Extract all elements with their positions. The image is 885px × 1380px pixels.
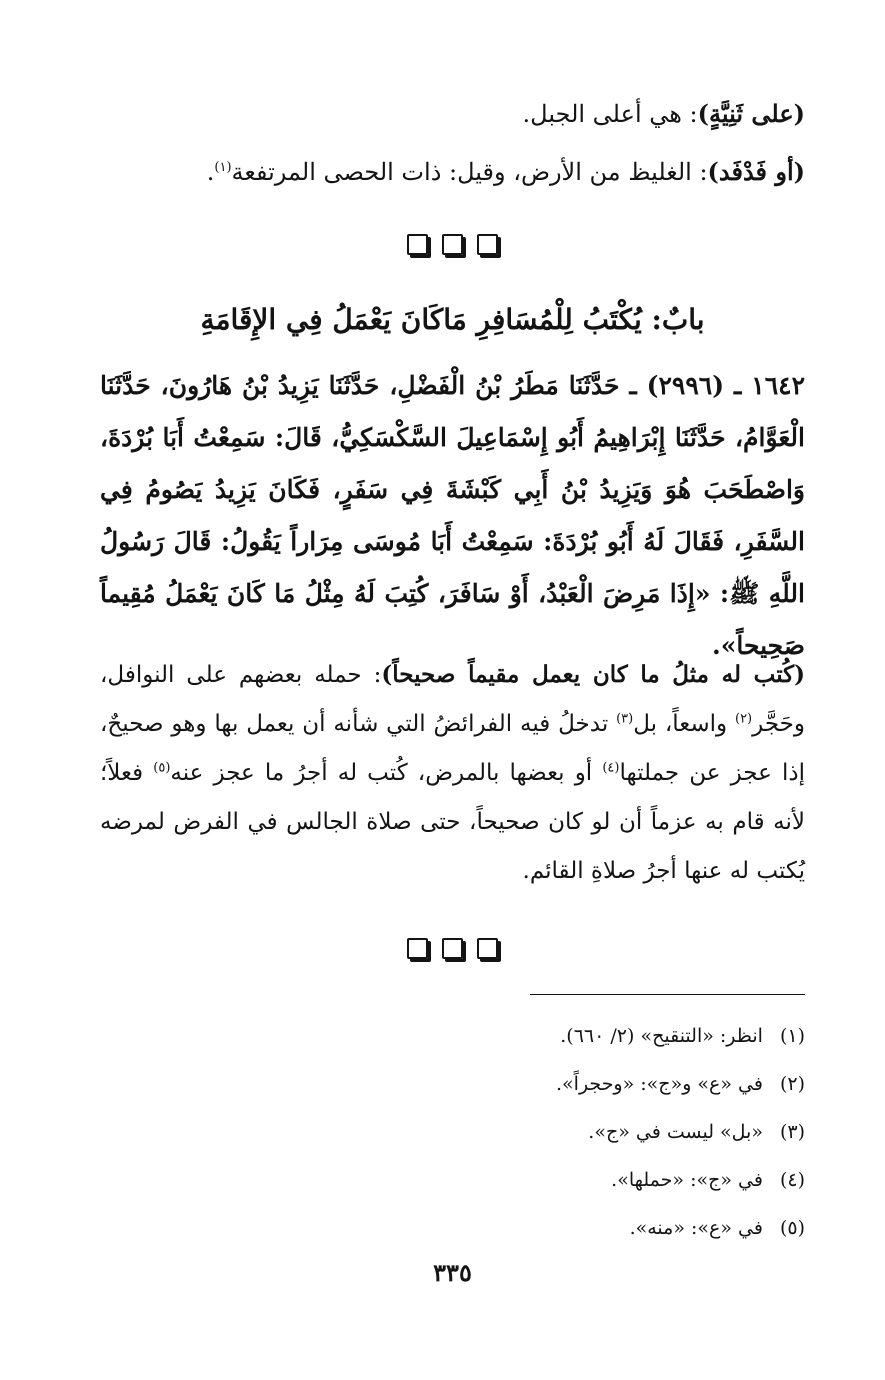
commentary-text: تدخلُ فيه الفرائضُ التي شأنه أن يعمل بها وهو صحيحٌ، إذا عجز عن جملتها — [100, 711, 805, 786]
footnote-marker: (١) — [214, 160, 232, 175]
gloss-text: : الغليظ من الأرض، وقيل: ذات الحصى المرتفعة — [231, 158, 708, 186]
commentary-text: فعلاً؛ لأنه قام به عزماً أن لو كان صحيحاً، حتى صلاة الجالس في الفرض لمرضه يُكتب له عنها أجرُ صلاةِ القائم. — [100, 760, 805, 884]
footnote-text: في «ع»: «منه». — [629, 1217, 763, 1239]
square-ornament-icon — [407, 234, 428, 255]
gloss-line-2 — [100, 156, 805, 188]
footnote-number: (٢) — [779, 1073, 805, 1095]
commentary-text: أو بعضها بالمرض، كُتب له أجرُ ما عجز عنه — [170, 760, 603, 786]
square-ornament-icon — [442, 234, 463, 255]
gloss-line-1 — [100, 98, 805, 130]
hadith-paragraph — [100, 360, 805, 672]
gloss-end: . — [206, 158, 215, 186]
square-ornament-icon — [477, 938, 498, 959]
footnote-number: (٥) — [779, 1217, 805, 1239]
commentary-term: (كُتب له مثلُ ما كان يعمل مقيماً صحيحاً) — [381, 661, 805, 688]
gloss-term: (على ثَنِيَّةٍ) — [697, 99, 805, 128]
footnote-text: في «ج»: «حملها». — [611, 1169, 763, 1191]
footnote-divider — [530, 994, 805, 995]
footnote-number: (١) — [779, 1025, 805, 1047]
gloss-term: (أو فَدْفَد) — [707, 157, 805, 186]
hadith-text: حَدَّثَنَا مَطَرُ بْنُ الْفَضْلِ، حَدَّثَنَا يَزِيدُ بْنُ هَارُونَ، حَدَّثَنَا الْعَوَّامُ، حَدَّثَنَا إِبْرَاهِيمُ أَبُو إِسْمَاعِيلَ السَّكْسَكِيُّ، قَالَ: سَمِعْتُ أَبَا بُرْدَةَ، وَاصْطَحَبَ هُوَ وَيَزِيدُ بْنُ أَبِي كَبْشَةَ فِي سَفَرٍ، فَكَانَ يَزِيدُ يَصُومُ فِي السَّفَرِ، فَقَالَ لَهُ أَبُو بُرْدَةَ: سَمِعْتُ أَبَا مُوسَى مِرَاراً يَقُولُ: قَالَ رَسُولُ اللَّهِ ﷺ: «إِذَا مَرِضَ الْعَبْدُ، أَوْ سَافَرَ، كُتِبَ لَهُ مِثْلُ مَا كَانَ يَعْمَلُ مُقِيماً صَحِيحاً». — [100, 371, 805, 660]
gloss-text: : هي أعلى الجبل. — [522, 100, 698, 128]
footnote-marker: (٢) — [734, 711, 753, 727]
footnotes-list — [100, 1012, 805, 1252]
square-ornament-icon — [407, 938, 428, 959]
footnote-number: (٤) — [779, 1169, 805, 1191]
footnote — [100, 1060, 805, 1108]
section-separator — [100, 938, 805, 964]
footnote-number: (٣) — [779, 1121, 805, 1143]
commentary-paragraph — [100, 650, 805, 896]
footnote-marker: (٤) — [602, 760, 620, 776]
footnote — [100, 1204, 805, 1252]
hadith-number: ١٦٤٢ ـ (٢٩٩٦) ـ — [629, 371, 805, 400]
commentary-text: واسعاً، بل — [633, 711, 735, 737]
footnote — [100, 1012, 805, 1060]
square-ornament-icon — [477, 234, 498, 255]
footnote-text: «بل» ليست في «ج». — [588, 1121, 763, 1143]
section-separator — [100, 234, 805, 260]
commentary-text: : حمله بعضهم على النوافل، وحَجَّر — [100, 662, 805, 737]
footnote-marker: (٥) — [153, 760, 171, 776]
page-number: ٣٣٥ — [433, 1258, 472, 1287]
footnote-text: انظر: «التنقيح» (٢/ ٦٦٠). — [560, 1025, 763, 1047]
book-page — [100, 80, 805, 1310]
footnote — [100, 1156, 805, 1204]
square-ornament-icon — [442, 938, 463, 959]
footnote — [100, 1108, 805, 1156]
footnote-marker: (٣) — [616, 711, 634, 727]
chapter-title: بابٌ: يُكْتَبُ لِلْمُسَافِرِ مَاكَانَ يَعْمَلُ فِي الإِقَامَةِ — [200, 303, 705, 336]
footnote-text: في «ع» و«ج»: «وحجراً». — [556, 1073, 763, 1095]
